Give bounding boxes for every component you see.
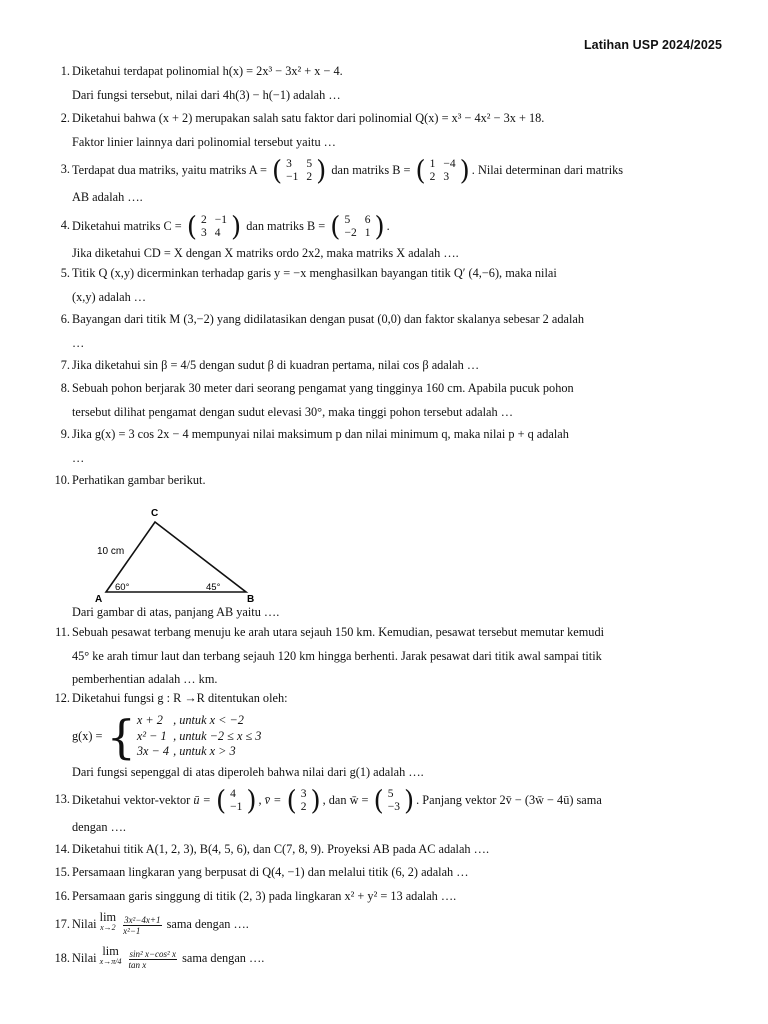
question-text: … [72,335,85,350]
question-1 [44,60,722,108]
limit-fraction [123,915,161,936]
vector-cell: 5 [387,788,394,801]
question-number: 2. [60,111,70,125]
question-15 [44,861,722,885]
limit-operator [100,911,116,932]
question-number: 12. [54,691,70,705]
question-number: 9. [60,427,70,441]
matrix-cell: 6 [364,214,371,227]
question-text: AB adalah …. [72,190,143,204]
question-text: dan matriks B = [246,219,326,233]
matrix-cell: 3 [443,171,450,184]
limit-subscript: x→π/4 [99,957,122,966]
question-text: Diketahui vektor-vektor [72,793,191,807]
question-text: Faktor linier lainnya dari polinomial tersebut yaitu … [72,134,336,149]
question-number: 8. [60,381,70,395]
matrix-cell: 4 [214,227,221,240]
question-7 [44,354,722,378]
fraction-numerator: 3x²−4x+1 [124,914,161,925]
question-text: dengan …. [72,820,126,834]
question-text: sama dengan …. [182,951,265,965]
matrix-b: ( 5 6 −2 1 ) [330,211,385,243]
question-text: Jika g(x) = 3 cos 2x − 4 mempunyai nilai maksimum p dan nilai minimum q, maka nilai p + q adalah [72,427,569,441]
vector-w-label: , dan w̄ = [322,793,369,807]
page-title: Latihan USP 2024/2025 [583,38,722,52]
vector-cell: −3 [387,801,400,814]
question-text: Diketahui fungsi g : R →R ditentukan oleh: [72,691,288,705]
question-text: . Nilai determinan dari matriks [471,163,624,177]
question-text: 45° ke arah timur laut dan terbang sejauh 120 km hingga berhenti. Jarak pesawat dari titik awal sampai titik [72,648,602,663]
question-number: 1. [60,64,70,78]
question-text: Persamaan garis singgung di titik (2, 3) pada lingkaran x² + y² = 13 adalah …. [72,889,457,903]
question-9 [44,423,722,471]
question-3 [44,154,722,210]
question-text: Diketahui terdapat polinomial h(x) = 2x³ − 3x² + x − 4. [72,64,343,78]
question-16 [44,885,722,909]
matrix-cell: 5 [344,214,351,227]
question-number: 17. [54,917,70,931]
matrix-c: ( 2 −1 3 4 ) [186,211,242,243]
question-text: Diketahui matriks C = [72,219,182,233]
question-6 [44,308,722,356]
vector-cell: −1 [230,801,243,814]
question-12 [44,687,722,787]
question-number: 14. [54,842,70,856]
vertex-label-b: B [247,594,255,604]
side-length-label: 10 cm [97,546,125,557]
question-number: 4. [60,218,70,232]
question-14 [44,838,722,862]
question-8 [44,377,722,425]
angle-a-label: 60° [115,582,130,593]
question-text: Titik Q (x,y) dicerminkan terhadap garis y = −x menghasilkan bayangan titik Q′ (4,−6), maka nilai [72,266,557,280]
matrix-cell: −4 [443,158,456,171]
question-text: Jika diketahui CD = X dengan X matriks ordo 2x2, maka matriks X adalah …. [72,246,459,260]
vector-u: ( 4 −1 ) [215,785,257,817]
limit-label: lim [99,910,117,924]
question-text: Diketahui bahwa (x + 2) merupakan salah satu faktor dari polinomial Q(x) = x³ − 4x² − 3x + 18. [72,111,545,125]
fraction-denominator: x²−1 [123,925,141,936]
question-10 [44,469,722,493]
matrix-cell: 2 [306,171,313,184]
question-text: Dari fungsi sepenggal di atas diperoleh bahwa nilai dari g(1) adalah …. [72,764,424,779]
matrix-cell: 5 [306,158,313,171]
question-text: (x,y) adalah … [72,289,147,304]
vertex-label-a: A [95,594,103,604]
question-text: Persamaan lingkaran yang berpusat di Q(4, −1) dan melalui titik (6, 2) adalah … [72,865,469,879]
matrix-a: ( 3 5 −1 2 ) [272,155,327,187]
piece-cond: , untuk x > 3 [173,744,236,759]
question-number: 6. [60,312,70,326]
question-number: 15. [54,865,70,879]
question-number: 13. [54,792,70,806]
matrix-cell: 2 [429,171,436,184]
triangle-figure [92,504,272,604]
question-text: tersebut dilihat pengamat dengan sudut elevasi 30°, maka tinggi pohon tersebut adalah … [72,404,514,419]
question-number: 5. [60,266,70,280]
question-text: dan matriks B = [331,163,411,177]
vector-w: ( 5 −3 ) [373,785,415,817]
vector-v: ( 3 2 ) [286,785,321,817]
question-18 [44,945,722,979]
limit-fraction [129,949,177,970]
question-text: Diketahui titik A(1, 2, 3), B(4, 5, 6), dan C(7, 8, 9). Proyeksi AB pada AC adalah …. [72,842,490,856]
vector-u-label: ū = [193,793,211,807]
question-text: Sebuah pesawat terbang menuju ke arah utara sejauh 150 km. Kemudian, pesawat tersebut memutar kemudi [72,625,605,639]
vector-cell: 2 [300,801,307,814]
vector-cell: 4 [230,788,236,801]
vector-cell: 3 [300,788,307,801]
question-5 [44,262,722,310]
question-text: Perhatikan gambar berikut. [72,473,206,487]
piece-cond: , untuk −2 ≤ x ≤ 3 [173,728,262,743]
limit-subscript: x→2 [100,923,116,932]
question-2 [44,107,722,155]
question-text: . [386,219,390,233]
question-text: Dari fungsi tersebut, nilai dari 4h(3) − h(−1) adalah … [72,87,341,102]
question-number: 18. [54,951,70,965]
matrix-cell: 1 [364,227,371,240]
question-text: Nilai [72,917,97,931]
question-number: 10. [54,473,70,487]
question-text: … [72,450,85,465]
question-number: 3. [60,162,70,176]
question-text: pemberhentian adalah … km. [72,672,218,686]
matrix-cell: −2 [344,227,357,240]
piece-expr: 3x − 4 [136,744,170,759]
question-text: Sebuah pohon berjarak 30 meter dari seorang pengamat yang tingginya 160 cm. Apabila pucuk pohon [72,381,574,395]
function-lhs: g(x) = [72,728,103,743]
matrix-cell: 2 [200,214,207,227]
piece-expr: x + 2 [136,713,163,728]
limit-label: lim [102,944,119,958]
question-13 [44,784,722,840]
question-text: Terdapat dua matriks, yaitu matriks A = [72,163,267,177]
matrix-cell: −1 [286,171,299,184]
question-number: 11. [55,625,70,639]
question-text: Nilai [72,951,97,965]
question-text: Bayangan dari titik M (3,−2) yang didilatasikan dengan pusat (0,0) dan faktor skalanya sebesar 2 adalah [72,312,584,326]
question-17 [44,911,722,941]
question-number: 16. [54,889,70,903]
fraction-numerator: sin² x−cos² x [129,948,176,959]
question-text: Dari gambar di atas, panjang AB yaitu …. [72,605,280,619]
piece-expr: x² − 1 [136,728,167,743]
matrix-b: ( 1 −4 2 3 ) [415,155,470,187]
fraction-denominator: tan x [128,959,147,970]
vector-v-label: , v̄ = [258,793,282,807]
angle-b-label: 45° [206,582,221,593]
matrix-cell: 3 [286,158,292,171]
question-text: . Panjang vektor 2v̄ − (3w̄ − 4ū) sama [416,793,602,807]
matrix-cell: −1 [214,214,227,227]
question-4 [44,210,722,266]
question-number: 7. [60,358,70,372]
matrix-cell: 1 [429,158,436,171]
vertex-label-c: C [151,508,159,519]
question-text: Jika diketahui sin β = 4/5 dengan sudut β di kuadran pertama, nilai cos β adalah … [72,358,480,372]
question-11 [44,621,722,693]
matrix-cell: 3 [200,227,207,240]
piecewise-function: { x + 2 , untuk x < −2 x² − 1 , untuk −2 ≤ x ≤ 3 3x − 4 , untuk x > 3 [106,713,266,760]
limit-operator [100,945,122,966]
piece-cond: , untuk x < −2 [173,713,244,728]
question-text: sama dengan …. [166,917,249,931]
